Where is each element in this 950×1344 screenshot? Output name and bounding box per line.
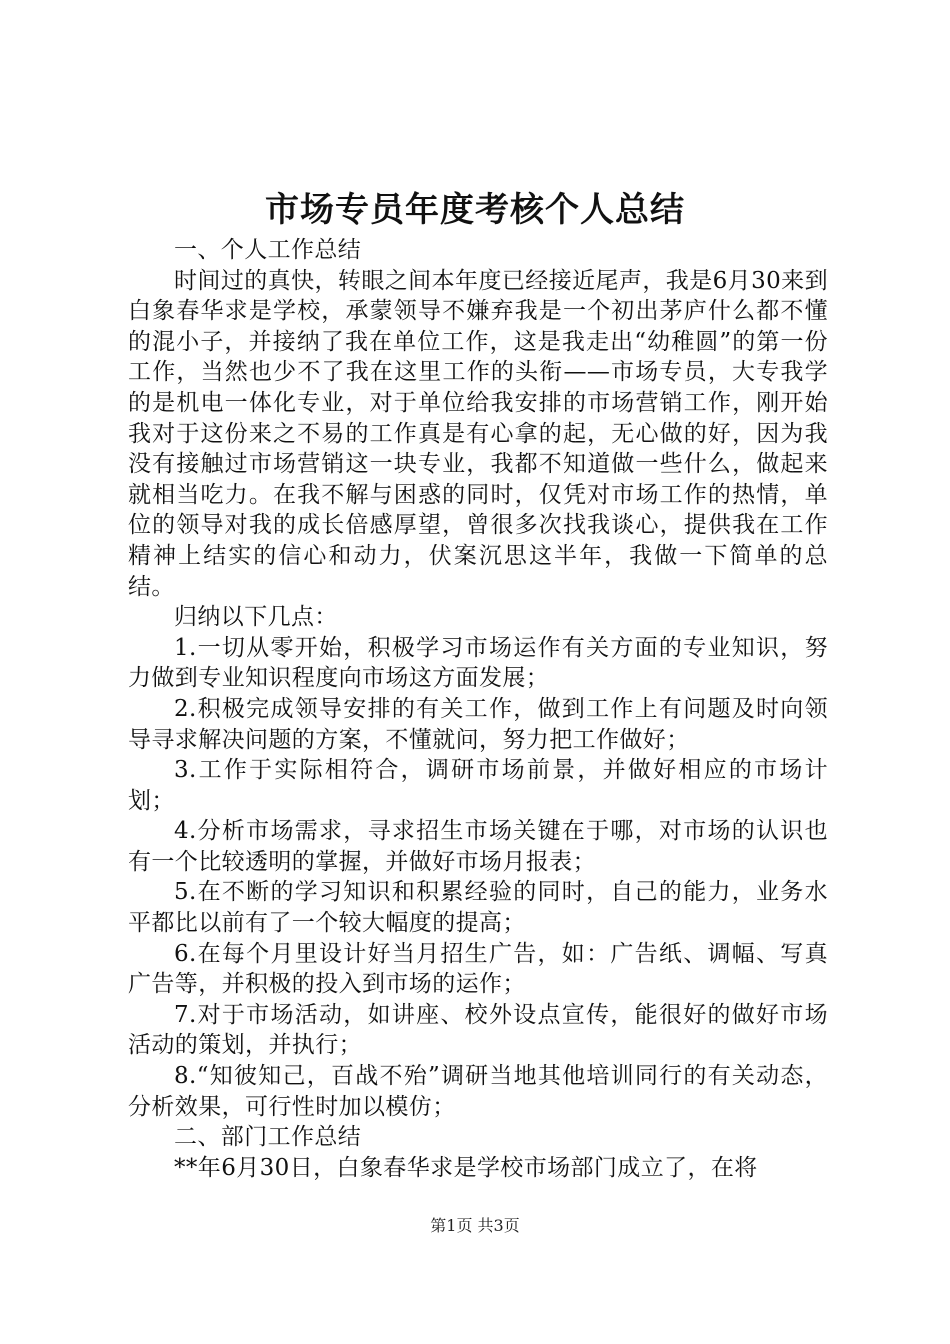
list-item: 2.积极完成领导安排的有关工作，做到工作上有问题及时向领导寻求解决问题的方案，不懂就问，努力把工作做好；	[128, 695, 828, 753]
list-item: 5.在不断的学习知识和积累经验的同时，自己的能力，业务水平都比以前有了一个较大幅度的提高；	[128, 879, 828, 937]
body-paragraph: **年6月30日，白象春华求是学校市场部门成立了，在将	[174, 1154, 758, 1181]
list-item: 4.分析市场需求，寻求招生市场关键在于哪，对市场的认识也有一个比较透明的掌握，并做好市场月报表；	[128, 818, 828, 875]
document-body	[128, 235, 828, 1183]
list-item: 1.一切从零开始，积极学习市场运作有关方面的专业知识，努力做到专业知识程度向市场这方面发展；	[128, 634, 828, 692]
body-paragraph: 归纳以下几点：	[174, 604, 338, 631]
list-item: 8.“知彼知己，百战不殆”调研当地其他培训同行的有关动态，分析效果，可行性时加以模仿；	[128, 1063, 828, 1120]
page-footer: 第1页 共3页	[430, 1216, 520, 1235]
list-item: 7.对于市场活动，如讲座、校外设点宣传，能很好的做好市场活动的策划，并执行；	[128, 1001, 828, 1059]
section-heading: 二、部门工作总结	[174, 1124, 362, 1151]
section-heading: 一、个人工作总结	[174, 237, 362, 263]
list-item: 6.在每个月里设计好当月招生广告，如：广告纸、调幅、写真广告等，并积极的投入到市场的运作；	[128, 940, 828, 998]
list-item: 3.工作于实际相符合，调研市场前景，并做好相应的市场计划；	[128, 757, 828, 814]
document-title: 市场专员年度考核个人总结	[265, 190, 685, 230]
body-paragraph: 时间过的真快，转眼之间本年度已经接近尾声，我是6月30来到白象春华求是学校，承蒙领导不嫌弃我是一个初出茅庐什么都不懂的混小子，并接纳了我在单位工作，这是我走出“幼稚圆”的第一份工作，当然也少不了我在这里工作的头衔——市场专员，大专我学的是机电一体化专业，对于单位给我安排的市场营销工作，刚开始我对于这份来之不易的工作真是有心拿的起，无心做的好，因为我没有接触过市场营销这一块专业，我都不知道做一些什么，做起来就相当吃力。在我不解与困惑的同时，仅凭对市场工作的热情，单位的领导对我的成长倍感厚望，曾很多次找我谈心，提供我在工作精神上结实的信心和动力，伏案沉思这半年，我做一下简单的总结。	[128, 267, 828, 600]
